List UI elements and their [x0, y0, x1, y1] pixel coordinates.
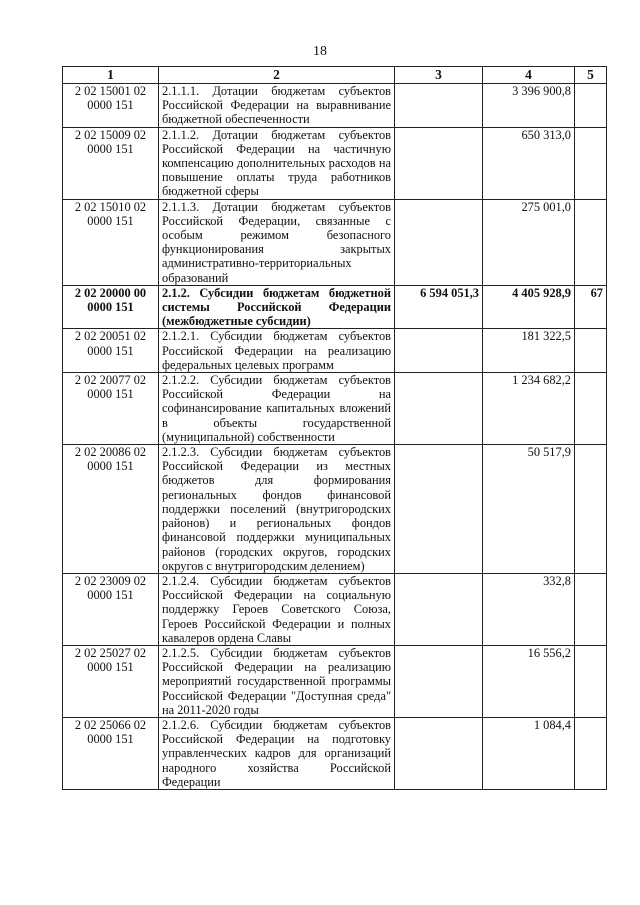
page-number: 18 [313, 44, 327, 59]
col3-value [395, 445, 483, 574]
budget-table [62, 66, 607, 790]
col4-value: 50 517,9 [483, 445, 575, 574]
table-row [63, 199, 607, 285]
col4-value: 1 234 682,2 [483, 373, 575, 445]
item-name: 2.1.2.1. Субсидии бюджетам субъектов Российской Федерации на реализацию федеральных целевых программ [159, 329, 395, 373]
col5-value [575, 329, 607, 373]
col3-value [395, 717, 483, 789]
col5-value [575, 645, 607, 717]
item-name: 2.1.2.3. Субсидии бюджетам субъектов Российской Федерации из местных бюджетов для формирования региональных фондов финансовой поддержки поселений (внутригородских районов) и региональных фондов финансовой поддержки муниципальных районов (городских округов, городских округов с внутригородским делением) [159, 445, 395, 574]
item-name: 2.1.1.2. Дотации бюджетам субъектов Российской Федерации на частичную компенсацию дополнительных расходов на повышение оплаты труда работников бюджетной сферы [159, 127, 395, 199]
budget-code: 2 02 20077 02 0000 151 [63, 373, 159, 445]
table-row [63, 573, 607, 645]
col5-value [575, 445, 607, 574]
col4-value: 650 313,0 [483, 127, 575, 199]
budget-code: 2 02 15010 02 0000 151 [63, 199, 159, 285]
col5-value: 67 [575, 285, 607, 329]
header-row [63, 67, 607, 84]
col3-value: 6 594 051,3 [395, 285, 483, 329]
col3-value [395, 329, 483, 373]
table-row-total [63, 285, 607, 329]
budget-code: 2 02 25027 02 0000 151 [63, 645, 159, 717]
header-col-3: 3 [395, 67, 483, 84]
table-row [63, 717, 607, 789]
table-row [63, 445, 607, 574]
table-row [63, 84, 607, 128]
header-col-2: 2 [159, 67, 395, 84]
item-name: 2.1.2.2. Субсидии бюджетам субъектов Российской Федерации на софинансирование капитальных вложений в объекты государственной (муниципальной) собственности [159, 373, 395, 445]
col4-value: 332,8 [483, 573, 575, 645]
item-name: 2.1.2.6. Субсидии бюджетам субъектов Российской Федерации на подготовку управленческих кадров для организаций народного хозяйства Российской Федерации [159, 717, 395, 789]
col4-value: 1 084,4 [483, 717, 575, 789]
budget-code: 2 02 15001 02 0000 151 [63, 84, 159, 128]
header-col-4: 4 [483, 67, 575, 84]
table-row [63, 127, 607, 199]
table-row [63, 329, 607, 373]
col5-value [575, 373, 607, 445]
col4-value: 181 322,5 [483, 329, 575, 373]
col3-value [395, 573, 483, 645]
col3-value [395, 127, 483, 199]
item-name: 2.1.2.5. Субсидии бюджетам субъектов Российской Федерации на реализацию мероприятий государственной программы Российской Федерации "Доступная среда" на 2011-2020 годы [159, 645, 395, 717]
col3-value [395, 84, 483, 128]
table-row [63, 645, 607, 717]
col3-value [395, 373, 483, 445]
item-name: 2.1.2. Субсидии бюджетам бюджетной системы Российской Федерации (межбюджетные субсидии) [159, 285, 395, 329]
item-name: 2.1.1.3. Дотации бюджетам субъектов Российской Федерации, связанные с особым режимом безопасного функционирования закрытых административно-территориальных образований [159, 199, 395, 285]
item-name: 2.1.2.4. Субсидии бюджетам субъектов Российской Федерации на социальную поддержку Героев Советского Союза, Героев Российской Федерации и полных кавалеров ордена Славы [159, 573, 395, 645]
budget-code: 2 02 15009 02 0000 151 [63, 127, 159, 199]
col5-value [575, 717, 607, 789]
col5-value [575, 127, 607, 199]
col4-value: 16 556,2 [483, 645, 575, 717]
budget-code: 2 02 23009 02 0000 151 [63, 573, 159, 645]
col4-value: 4 405 928,9 [483, 285, 575, 329]
col5-value [575, 84, 607, 128]
budget-code: 2 02 20051 02 0000 151 [63, 329, 159, 373]
col4-value: 3 396 900,8 [483, 84, 575, 128]
col5-value [575, 199, 607, 285]
col5-value [575, 573, 607, 645]
col3-value [395, 199, 483, 285]
budget-code: 2 02 20000 00 0000 151 [63, 285, 159, 329]
header-col-5: 5 [575, 67, 607, 84]
item-name: 2.1.1.1. Дотации бюджетам субъектов Российской Федерации на выравнивание бюджетной обеспеченности [159, 84, 395, 128]
header-col-1: 1 [63, 67, 159, 84]
budget-code: 2 02 20086 02 0000 151 [63, 445, 159, 574]
budget-code: 2 02 25066 02 0000 151 [63, 717, 159, 789]
col3-value [395, 645, 483, 717]
table-row [63, 373, 607, 445]
col4-value: 275 001,0 [483, 199, 575, 285]
